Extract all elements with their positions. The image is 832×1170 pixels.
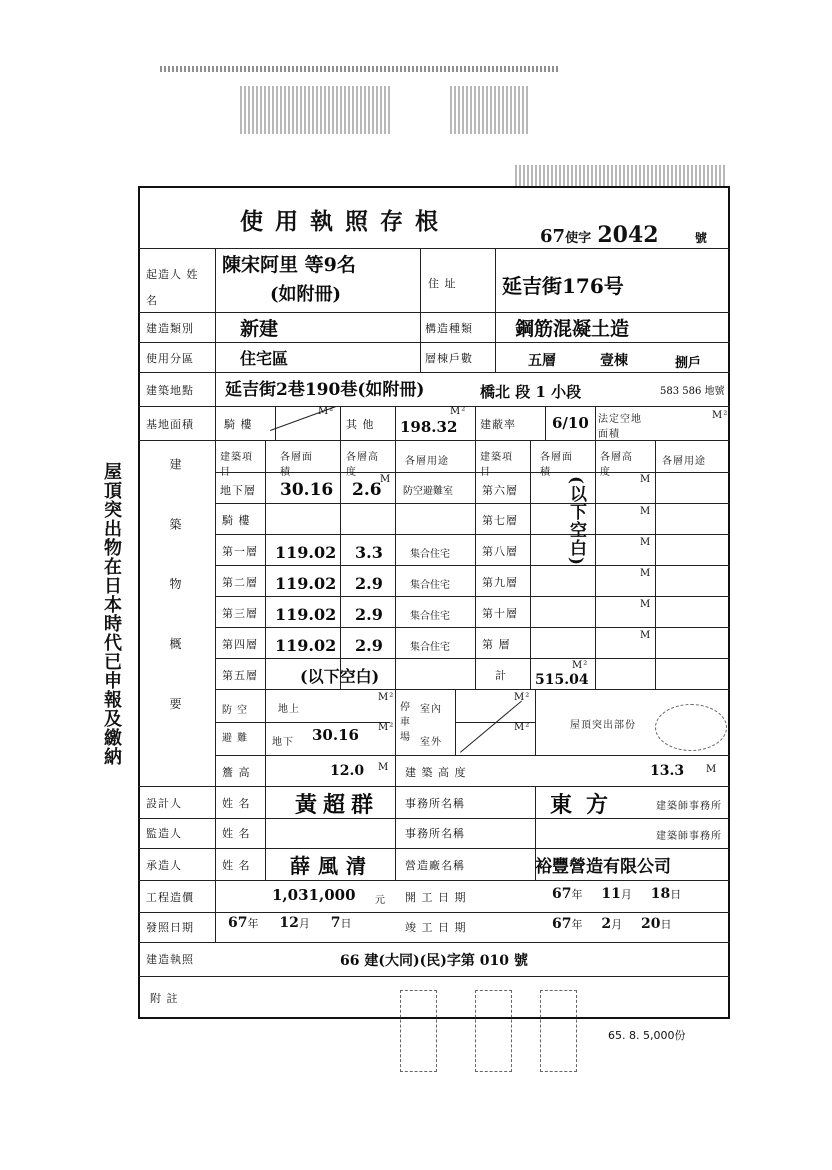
col-use-2: 各層用途 [662, 456, 706, 467]
label-zoning: 使用分區 [146, 352, 194, 365]
value-address: 延吉街176号 [502, 274, 624, 298]
top-right-stamp [515, 165, 725, 187]
row-f8: 第八層 [482, 545, 518, 558]
col-use: 各層用途 [405, 456, 449, 467]
unit-m-f9: M [640, 568, 652, 579]
value-site-other-area: 198.32 [400, 418, 458, 436]
label-eaves: 簷 高 [222, 766, 251, 779]
label-arch-office-2: 建築師事務所 [656, 831, 722, 842]
col-area: 各層面積 [280, 452, 313, 478]
col-height-2: 各層高度 [600, 452, 633, 478]
approval-seal-4 [540, 990, 577, 1072]
value-site-road: 延吉街2巷190巷(如附冊) [225, 380, 425, 400]
value-total-area: 515.04 [535, 672, 589, 688]
finish-date: 67年 2月 20日 [552, 916, 672, 932]
value-zoning: 住宅區 [240, 349, 289, 368]
value-f1-height: 3.3 [355, 543, 383, 562]
value-bldg-height: 13.3 [650, 763, 685, 779]
label-floors: 層棟戶數 [425, 352, 473, 365]
value-contractor: 薛風清 [290, 854, 374, 878]
col-item-2: 建築項目 [480, 452, 513, 478]
label-indoor: 室內 [420, 704, 442, 715]
side-heading: 建 築 物 概 要 [168, 458, 182, 732]
row-f5: 第五層 [222, 669, 258, 682]
label-contractor-name: 姓 名 [222, 859, 251, 872]
approval-seal-1 [655, 704, 727, 751]
value-f3-area: 119.02 [275, 605, 337, 624]
unit-m2-b: M² [450, 406, 467, 417]
col-item: 建築項目 [220, 452, 253, 478]
permit-number-line: 67使字 2042 號 [540, 222, 707, 248]
label-site-area: 基地面積 [146, 418, 194, 431]
unit-m-fx: M [640, 630, 652, 641]
unit-m-f10: M [640, 599, 652, 610]
value-structure: 鋼筋混凝土造 [515, 318, 630, 340]
label-permit-ref: 建造執照 [146, 953, 194, 966]
value-f1-use: 集合住宅 [410, 549, 450, 560]
label-arcade: 騎 樓 [224, 418, 253, 431]
form-title: 使用執照存根 [240, 208, 450, 235]
value-lot-numbers: 583 586 地號 [660, 386, 725, 397]
unit-m2-indoor: M² [514, 692, 531, 703]
unit-yuan: 元 [375, 895, 386, 906]
label-finish: 竣 工 日 期 [405, 921, 467, 934]
value-contractor-firm: 裕豐營造有限公司 [535, 857, 671, 877]
label-arch-office-1: 建築師事務所 [656, 801, 722, 812]
label-issue-date: 發照日期 [146, 921, 194, 934]
value-buildings: 壹棟 [600, 353, 628, 369]
label-other: 其 他 [346, 418, 375, 431]
label-below: 地下 [272, 737, 294, 748]
top-stamp-left [240, 86, 390, 134]
label-open-space: 法定空地面積 [598, 414, 642, 440]
label-outdoor: 室外 [420, 737, 442, 748]
label-address: 住 址 [428, 277, 457, 290]
row-f9: 第九層 [482, 576, 518, 589]
value-basement-use: 防空避難室 [403, 486, 453, 497]
value-f1-area: 119.02 [275, 543, 337, 562]
label-contractor: 承造人 [146, 859, 182, 872]
value-site-district: 橋北 段 1 小段 [480, 383, 582, 401]
value-permit-ref: 66 建(大同)(民)字第 010 號 [340, 953, 528, 969]
label-stairs: 停車場 [400, 702, 411, 743]
value-designer: 黃超群 [295, 792, 380, 818]
label-building-type: 建造類別 [146, 322, 194, 335]
unit-m2-total: M² [572, 660, 589, 671]
footer-code: 65. 8. 5,000份 [608, 1029, 686, 1042]
row-f7: 第七層 [482, 514, 518, 527]
label-contractor-firm: 營造廠名稱 [405, 859, 465, 872]
value-builder-sub: (如附冊) [270, 284, 342, 305]
value-f3-use: 集合住宅 [410, 611, 450, 622]
value-builder: 陳宋阿里 等9名 [222, 254, 356, 276]
label-supervisor: 監造人 [146, 827, 182, 840]
value-f4-height: 2.9 [355, 636, 383, 655]
label-designer-name: 姓 名 [222, 797, 251, 810]
label-coverage: 建蔽率 [480, 418, 516, 431]
value-basement-height: 2.6 [352, 480, 382, 500]
value-basement-area: 30.16 [280, 480, 334, 500]
label-roof-protrusion: 屋頂突出部份 [570, 720, 636, 731]
value-building-type: 新建 [240, 318, 279, 340]
value-f5-note: (以下空白) [300, 667, 380, 686]
value-households: 捌戶 [675, 356, 702, 371]
value-f2-use: 集合住宅 [410, 580, 450, 591]
label-note: 附 註 [150, 992, 179, 1005]
unit-m2-a: M² [318, 406, 335, 417]
label-site-location: 建築地點 [146, 384, 194, 397]
value-cost: 1,031,000 [272, 886, 356, 904]
unit-m-f7: M [640, 506, 652, 517]
unit-m2-below: M² [378, 722, 395, 733]
row-total: 計 [495, 669, 507, 682]
unit-m-basement: M [380, 474, 392, 485]
value-designer-office: 東方 [550, 792, 623, 818]
value-f4-area: 119.02 [275, 636, 337, 655]
row-f10: 第十層 [482, 607, 518, 620]
label-supervisor-name: 姓 名 [222, 827, 251, 840]
unit-m-f8: M [640, 537, 652, 548]
top-stamp-right [450, 86, 530, 134]
label-designer: 設計人 [146, 797, 182, 810]
unit-m-height: M [706, 764, 718, 775]
value-eaves-height: 12.0 [330, 763, 365, 779]
unit-m-eaves: M [378, 762, 390, 773]
value-f2-area: 119.02 [275, 574, 337, 593]
label-start: 開 工 日 期 [405, 891, 467, 904]
unit-m2-above: M² [378, 692, 395, 703]
label-designer-office: 事務所名稱 [405, 797, 465, 810]
label-supervisor-office: 事務所名稱 [405, 827, 465, 840]
value-f2-height: 2.9 [355, 574, 383, 593]
col-area-2: 各層面積 [540, 452, 573, 478]
label-bldg-height: 建 築 高 度 [405, 766, 467, 779]
label-above: 地上 [278, 704, 300, 715]
approval-seal-2 [400, 990, 437, 1072]
value-f4-use: 集合住宅 [410, 642, 450, 653]
row-fx: 第 層 [482, 638, 511, 651]
value-coverage: 6/10 [552, 414, 589, 432]
label-cost: 工程造價 [146, 891, 194, 904]
value-airraid-below: 30.16 [312, 726, 359, 744]
label-builder: 起造人 姓名 [146, 268, 199, 307]
value-f3-height: 2.9 [355, 605, 383, 624]
value-upper-note: (以下空白) [566, 476, 586, 567]
row-f6: 第六層 [482, 484, 518, 497]
row-f3: 第三層 [222, 607, 258, 620]
row-f4: 第四層 [222, 638, 258, 651]
unit-m-f6: M [640, 474, 652, 485]
label-air-raid: 防 空 避 難 [222, 705, 249, 744]
row-f1: 第一層 [222, 545, 258, 558]
start-date: 67年 11月 18日 [552, 886, 682, 902]
unit-m2-c: M² [712, 410, 729, 421]
unit-m2-outdoor: M² [514, 722, 531, 733]
col-height: 各層高度 [346, 452, 379, 478]
value-floors: 五層 [528, 353, 556, 369]
label-structure: 構造種類 [425, 322, 473, 335]
row-f2: 第二層 [222, 576, 258, 589]
approval-seal-3 [475, 990, 512, 1072]
row-arcade: 騎 樓 [222, 514, 251, 527]
row-basement: 地下層 [220, 484, 256, 497]
issue-date: 67年 12月 7日 [228, 915, 352, 931]
side-notes: 屋頂突出物在日本時代已申報及繳納 [101, 462, 122, 766]
top-smudge-line [160, 66, 560, 72]
